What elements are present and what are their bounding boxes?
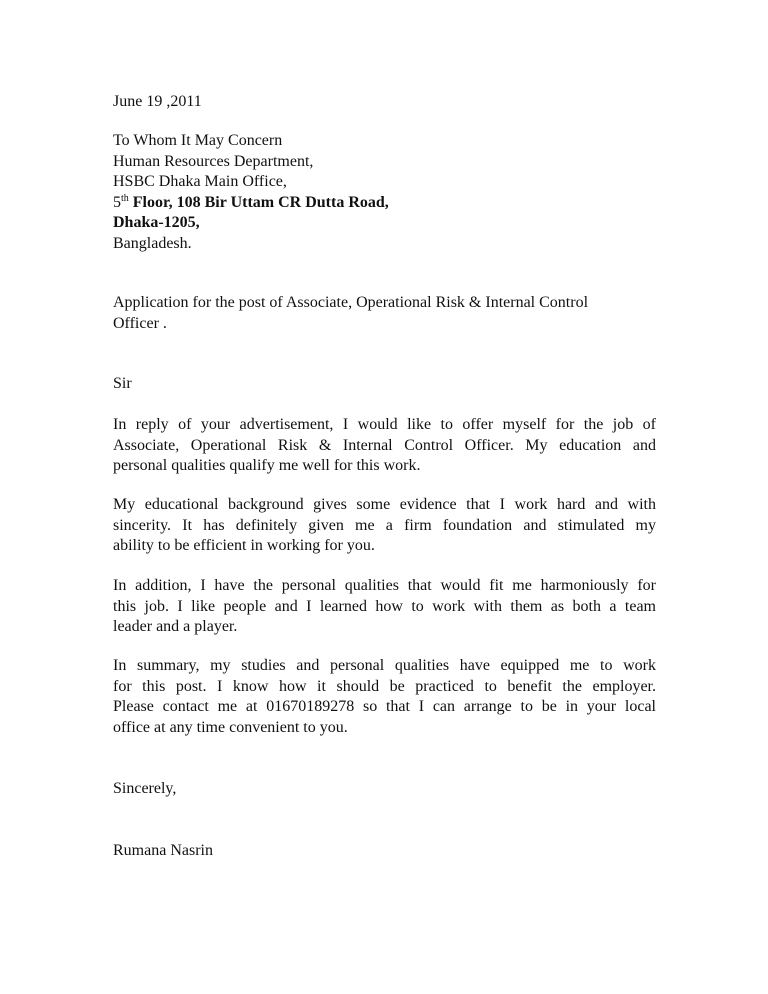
paragraph-line: Please contact me at 01670189278 so that I can arrange to be in your local [113,698,656,715]
floor-street: Floor, 108 Bir Uttam CR Dutta Road, [128,193,389,211]
paragraph-line: In summary, my studies and personal qualities have equipped me to work [113,657,656,674]
paragraph-line: leader and a player. [113,618,238,635]
paragraph-line: sincerity. It has definitely given me a firm foundation and stimulated my [113,516,656,534]
closing: Sincerely, [113,780,177,797]
letter-date: June 19 ,2011 [113,93,202,110]
body-paragraph-2 [113,495,656,557]
salutation: Sir [113,375,132,392]
recipient-country: Bangladesh. [113,234,192,252]
paragraph-line: office at any time convenient to you. [113,718,348,736]
body-paragraph-1 [113,415,656,477]
body-paragraph-4 [113,656,656,738]
body-paragraph-3 [113,576,656,638]
recipient-floor-line [113,193,656,214]
floor-suffix: th [121,192,129,204]
paragraph-line: ability to be efficient in working for you. [113,537,375,554]
subject-line-2: Officer . [113,314,167,332]
recipient-line-3: HSBC Dhaka Main Office, [113,173,287,190]
paragraph-line: this job. I like people and I learned how to work with them as both a team [113,597,656,615]
letter-subject [113,293,656,334]
floor-number: 5 [113,193,121,211]
paragraph-line: Associate, Operational Risk & Internal Control Officer. My education and [113,436,656,454]
subject-line-1: Application for the post of Associate, Operational Risk & Internal Control [113,294,589,311]
recipient-address [113,131,656,254]
recipient-line-2: Human Resources Department, [113,152,314,170]
paragraph-line: personal qualities qualify me well for this work. [113,457,421,474]
paragraph-line: My educational background gives some evidence that I work hard and with [113,496,656,513]
recipient-city: Dhaka-1205, [113,214,200,231]
recipient-line-1: To Whom It May Concern [113,132,283,149]
paragraph-line: In reply of your advertisement, I would like to offer myself for the job of [113,416,656,433]
signature-name: Rumana Nasrin [113,842,213,859]
paragraph-line: In addition, I have the personal qualities that would fit me harmoniously for [113,577,656,594]
paragraph-line: for this post. I know how it should be practiced to benefit the employer. [113,677,656,695]
